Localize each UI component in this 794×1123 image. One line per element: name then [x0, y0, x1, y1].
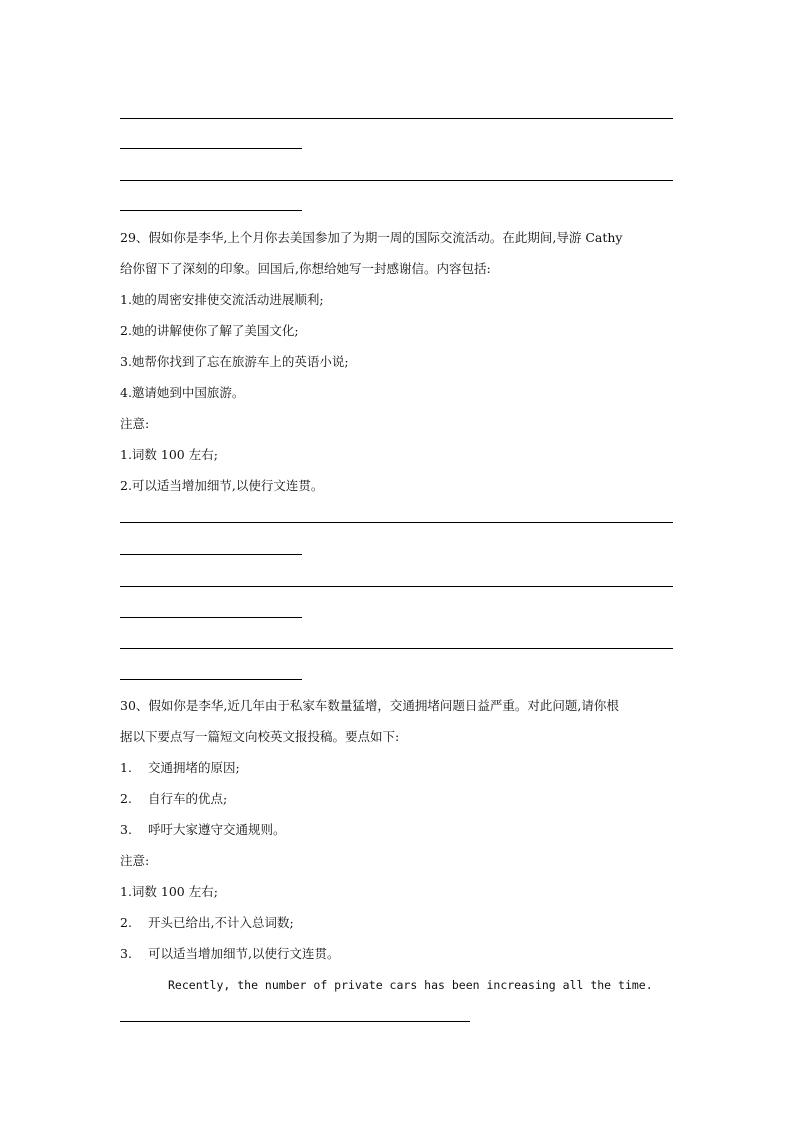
q30-point-3 — [120, 822, 286, 838]
q29-note-1: 1.词数 100 左右; — [120, 447, 218, 462]
point-text: 交通拥堵的原因; — [148, 760, 240, 775]
q29-point-3: 3.她帮你找到了忘在旅游车上的英语小说; — [120, 354, 349, 369]
answer-line — [120, 210, 302, 211]
note-text: 可以适当增加细节,以使行文连贯。 — [148, 946, 340, 961]
q30-point-1 — [120, 760, 240, 776]
answer-line — [120, 522, 673, 523]
q29-point-1: 1.她的周密安排使交流活动进展顺利; — [120, 292, 324, 307]
q30-note-2 — [120, 915, 294, 931]
note-number: 3. — [120, 946, 132, 961]
note-number: 2. — [120, 915, 132, 930]
note-text: 开头已给出,不计入总词数; — [148, 915, 294, 930]
answer-line — [120, 679, 302, 680]
point-text: 呼吁大家遵守交通规则。 — [148, 822, 286, 837]
answer-line — [120, 554, 302, 555]
q30-note-1: 1.词数 100 左右; — [120, 884, 218, 899]
q29-point-2: 2.她的讲解使你了解了美国文化; — [120, 323, 299, 338]
answer-line — [120, 148, 302, 149]
q30-prompt-line1: 30、假如你是李华,近几年由于私家车数量猛增，交通拥堵问题日益严重。对此问题,请你根 — [120, 698, 619, 713]
point-text: 自行车的优点; — [148, 791, 228, 806]
q29-point-4: 4.邀请她到中国旅游。 — [120, 385, 245, 400]
answer-line — [120, 118, 673, 119]
q30-note-3 — [120, 946, 339, 962]
answer-line — [120, 180, 673, 181]
answer-line — [120, 617, 302, 618]
point-number: 1. — [120, 760, 132, 775]
q29-note-label: 注意: — [120, 416, 150, 431]
answer-line — [120, 648, 673, 649]
q30-point-2 — [120, 791, 227, 807]
q29-prompt-line1: 29、假如你是李华,上个月你去美国参加了为期一周的国际交流活动。在此期间,导游 Cathy — [120, 230, 623, 245]
answer-line — [120, 586, 673, 587]
point-number: 2. — [120, 791, 132, 806]
q30-prompt-line2: 据以下要点写一篇短文向校英文报投稿。要点如下: — [120, 729, 400, 744]
q30-note-label: 注意: — [120, 853, 150, 868]
q29-note-2: 2.可以适当增加细节,以使行文连贯。 — [120, 478, 324, 493]
answer-line — [120, 1021, 470, 1022]
q30-opening-sentence: Recently, the number of private cars has been increasing all the time. — [168, 978, 653, 992]
point-number: 3. — [120, 822, 132, 837]
q29-prompt-line2: 给你留下了深刻的印象。回国后,你想给她写一封感谢信。内容包括: — [120, 261, 491, 276]
